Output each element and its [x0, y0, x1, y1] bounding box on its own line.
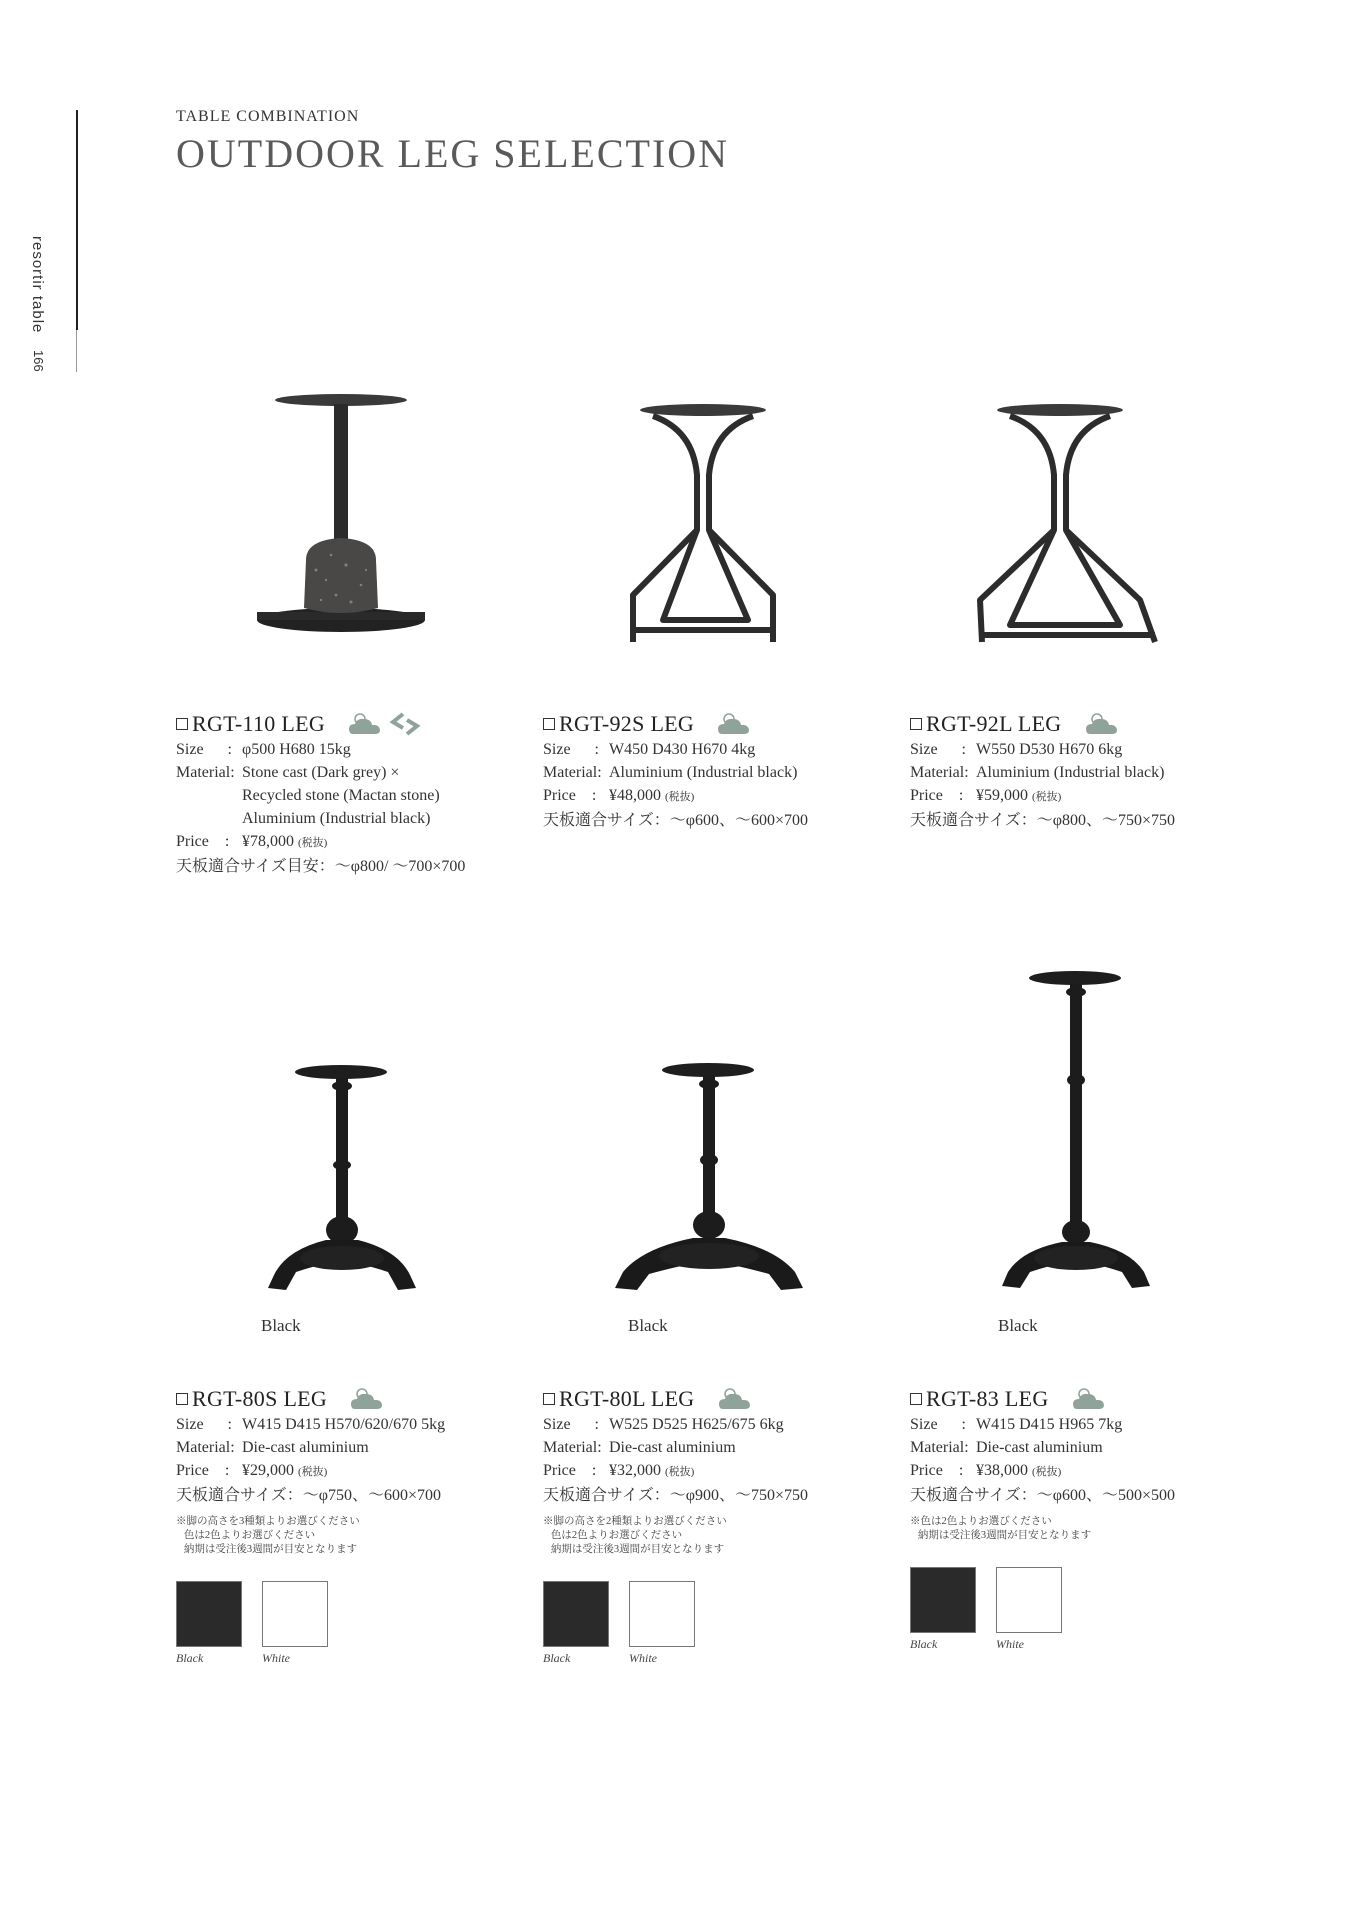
material-label: Material:: [176, 764, 235, 781]
price-value: ¥32,000 (税抜): [609, 1462, 695, 1479]
swatch-label: Black: [543, 1651, 571, 1665]
size-label: Size :: [543, 1416, 599, 1433]
rgt-92s-leg-image: [543, 380, 883, 660]
size-value: W525 D525 H625/675 6kg: [609, 1416, 784, 1433]
color-swatches: [176, 1581, 516, 1666]
size-label: Size :: [176, 1416, 232, 1433]
material-value: Aluminium (Industrial black): [976, 764, 1165, 781]
sidebar: [0, 0, 100, 400]
swatch-white[interactable]: [629, 1581, 695, 1666]
product-photo: [176, 380, 516, 660]
size-value: W415 D415 H965 7kg: [976, 1416, 1123, 1433]
product-info: [176, 710, 516, 878]
swatch-box: [262, 1581, 328, 1647]
product-name: RGT-80L LEG: [559, 1386, 695, 1411]
size-row: [176, 738, 516, 761]
product-name-row: [910, 1385, 1250, 1413]
top-fit-size: 天板適合サイズ：～φ900、～750×750: [543, 1487, 808, 1504]
material-label: Material:: [910, 764, 969, 781]
swatch-white[interactable]: [996, 1567, 1062, 1652]
color-caption: Black: [261, 1316, 301, 1335]
product-name: RGT-92L LEG: [926, 711, 1062, 736]
page-subtitle: TABLE COMBINATION: [176, 108, 360, 125]
size-row: [910, 1413, 1250, 1436]
swatch-black[interactable]: [176, 1581, 242, 1666]
price-row: [910, 1459, 1250, 1484]
page-header: [176, 108, 729, 177]
material-value: Die-cast aluminium: [242, 1439, 369, 1456]
color-caption: Black: [628, 1316, 668, 1335]
checkbox-icon: [176, 1393, 188, 1405]
color-caption: Black: [998, 1316, 1038, 1335]
product-name: RGT-110 LEG: [192, 711, 326, 736]
material-label: Material:: [176, 1439, 235, 1456]
feature-icons: [716, 710, 754, 738]
material-label: Material:: [910, 1439, 969, 1456]
product-name-row: [910, 710, 1250, 738]
product-info: [543, 1385, 883, 1666]
product-photo: [910, 960, 1250, 1335]
product-name: RGT-92S LEG: [559, 711, 695, 736]
swatch-box: [629, 1581, 695, 1647]
cloud-sun-icon: [717, 1385, 755, 1413]
swatch-box: [543, 1581, 609, 1647]
product-name-row: [543, 1385, 883, 1413]
swatch-white[interactable]: [262, 1581, 328, 1666]
brand-label: resortir table: [29, 236, 46, 334]
product-name: RGT-83 LEG: [926, 1386, 1049, 1411]
price-row: [543, 784, 883, 809]
price-label: Price :: [176, 833, 230, 850]
price-row: [176, 830, 516, 855]
material-value: Stone cast (Dark grey) ×: [242, 764, 400, 781]
product-info: [176, 1385, 516, 1666]
material-value: Aluminium (Industrial black): [609, 764, 798, 781]
cloud-sun-icon: [349, 1385, 387, 1413]
stack-arrows-icon: [389, 710, 421, 738]
checkbox-icon: [176, 718, 188, 730]
size-value: W550 D530 H670 6kg: [976, 741, 1123, 758]
top-fit-size: 天板適合サイズ：～φ600、～600×700: [543, 812, 808, 829]
order-note: ※脚の高さを3種類よりお選びください 色は2色よりお選びください 納期は受注後3週間が目安となります: [176, 1516, 360, 1555]
product-name: RGT-80S LEG: [192, 1386, 328, 1411]
checkbox-icon: [543, 1393, 555, 1405]
product-info: [910, 710, 1250, 832]
swatch-box: [910, 1567, 976, 1633]
top-fit-size: 天板適合サイズ：～φ750、～600×700: [176, 1487, 441, 1504]
material-row: [910, 1436, 1250, 1459]
material-label: Material:: [543, 764, 602, 781]
sidebar-rule: [76, 110, 78, 330]
cloud-sun-icon: [716, 710, 754, 738]
price-label: Price :: [543, 1462, 597, 1479]
rgt-80s-leg-image: [176, 1040, 516, 1310]
material-row: [543, 761, 883, 784]
top-fit-size: 天板適合サイズ目安：～φ800/ ～700×700: [176, 858, 466, 875]
swatch-label: White: [629, 1651, 657, 1665]
swatch-label: White: [996, 1637, 1024, 1651]
material-value: Die-cast aluminium: [976, 1439, 1103, 1456]
product-photo: [543, 380, 883, 660]
price-value: ¥29,000 (税抜): [242, 1462, 328, 1479]
size-value: W450 D430 H670 4kg: [609, 741, 756, 758]
swatch-box: [996, 1567, 1062, 1633]
top-fit-size: 天板適合サイズ：～φ800、～750×750: [910, 812, 1175, 829]
material-label: Material:: [543, 1439, 602, 1456]
material-row: [543, 1436, 883, 1459]
checkbox-icon: [543, 718, 555, 730]
material-row-3: [176, 807, 516, 830]
price-label: Price :: [543, 787, 597, 804]
feature-icons: [347, 710, 421, 738]
price-label: Price :: [910, 1462, 964, 1479]
price-label: Price :: [910, 787, 964, 804]
price-row: [910, 784, 1250, 809]
color-swatches: [910, 1567, 1250, 1652]
swatch-box: [176, 1581, 242, 1647]
material-row: [176, 1436, 516, 1459]
page-number: 166: [31, 350, 46, 372]
swatch-black[interactable]: [543, 1581, 609, 1666]
feature-icons: [1071, 1385, 1109, 1413]
material-row-2: [176, 784, 516, 807]
size-label: Size :: [910, 1416, 966, 1433]
material-row: [910, 761, 1250, 784]
cloud-sun-icon: [1084, 710, 1122, 738]
price-row: [176, 1459, 516, 1484]
price-label: Price :: [176, 1462, 230, 1479]
cloud-sun-icon: [347, 710, 385, 738]
color-swatches: [543, 1581, 883, 1666]
size-label: Size :: [543, 741, 599, 758]
product-name-row: [176, 1385, 516, 1413]
size-label: Size :: [910, 741, 966, 758]
size-value: W415 D415 H570/620/670 5kg: [242, 1416, 446, 1433]
size-row: [910, 738, 1250, 761]
material-row: [176, 761, 516, 784]
rgt-80l-leg-image: [543, 1040, 883, 1310]
size-row: [176, 1413, 516, 1436]
swatch-label: White: [262, 1651, 290, 1665]
cloud-sun-icon: [1071, 1385, 1109, 1413]
price-value: ¥59,000 (税抜): [976, 787, 1062, 804]
page-title: OUTDOOR LEG SELECTION: [176, 131, 730, 176]
checkbox-icon: [910, 718, 922, 730]
size-label: Size :: [176, 741, 232, 758]
product-name-row: [176, 710, 516, 738]
size-row: [543, 1413, 883, 1436]
swatch-label: Black: [176, 1651, 204, 1665]
rgt-92l-leg-image: [910, 380, 1250, 660]
product-info: [543, 710, 883, 832]
product-info: [910, 1385, 1250, 1652]
product-photo: [176, 1040, 516, 1335]
rgt-110-leg-image: [176, 380, 516, 660]
material-value: Die-cast aluminium: [609, 1439, 736, 1456]
price-row: [543, 1459, 883, 1484]
feature-icons: [717, 1385, 755, 1413]
material-value-2: Recycled stone (Mactan stone): [242, 787, 440, 804]
swatch-label: Black: [910, 1637, 938, 1651]
sidebar-rule-thin: [76, 330, 77, 372]
feature-icons: [1084, 710, 1122, 738]
price-value: ¥48,000 (税抜): [609, 787, 695, 804]
product-name-row: [543, 710, 883, 738]
size-value: φ500 H680 15kg: [242, 741, 351, 758]
order-note: ※脚の高さを2種類よりお選びください 色は2色よりお選びください 納期は受注後3週間が目安となります: [543, 1516, 727, 1555]
price-value: ¥78,000 (税抜): [242, 833, 328, 850]
order-note: ※色は2色よりお選びください 納期は受注後3週間が目安となります: [910, 1516, 1092, 1541]
swatch-black[interactable]: [910, 1567, 976, 1652]
feature-icons: [349, 1385, 387, 1413]
checkbox-icon: [910, 1393, 922, 1405]
product-photo: [543, 1040, 883, 1335]
material-value-3: Aluminium (Industrial black): [242, 810, 431, 827]
price-value: ¥38,000 (税抜): [976, 1462, 1062, 1479]
rgt-83-leg-image: [910, 960, 1250, 1310]
size-row: [543, 738, 883, 761]
top-fit-size: 天板適合サイズ：～φ600、～500×500: [910, 1487, 1175, 1504]
product-photo: [910, 380, 1250, 660]
